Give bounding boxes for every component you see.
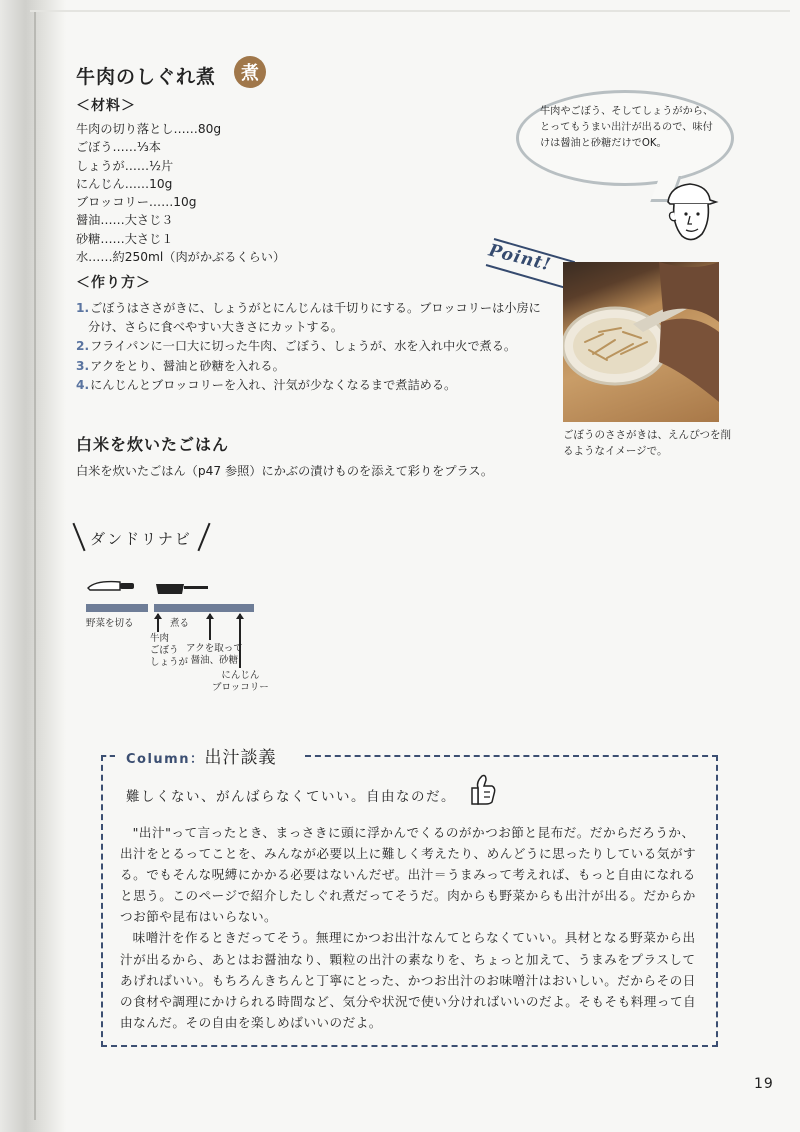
page-number: 19 xyxy=(754,1076,774,1092)
timeline-bar-simmer xyxy=(154,604,254,612)
ingredient-item: 牛肉の切り落とし……80g xyxy=(76,122,222,136)
ingredient-item: 醤油……大さじ３ xyxy=(76,213,174,228)
column-label: Column： xyxy=(126,752,205,767)
column-paragraph: "出汁"って言ったとき、まっさきに頭に浮かんでくるのがかつお節と昆布だ。だからだろうか、出汁をとるってことを、みんなが必要以上に難しく考えたり、めんどうに思ったりしている気がする。でもそんな呪縛にかかる必要はないんだぜ。出汁＝うまみって考えれば、もっと自由になれると思う。このページで紹介したしぐれ煮だってそうだ。肉からも野菜からも出汁が出る。だからかつお節や昆布はいらない。 xyxy=(120,825,697,925)
column-border-top-right xyxy=(305,755,718,757)
timeline-label-cut: 野菜を切る xyxy=(86,618,134,629)
step-text: ごぼうはささがきに、しょうがとにんじんは千切りにする。ブロッコリーは小房に分け、さらに食べやすい大きさにカットする。 xyxy=(88,301,541,335)
navi-title: ダンドリナビ xyxy=(90,530,192,548)
navi-slash-left xyxy=(72,523,85,552)
steps-list xyxy=(76,299,546,395)
step-number: 3. xyxy=(76,358,90,373)
page-top-edge xyxy=(30,10,790,12)
step-text: アクをとり、醤油と砂糖を入れる。 xyxy=(90,358,285,373)
column-title: 出汁談義 xyxy=(204,748,277,768)
navi-slash-right xyxy=(197,523,210,552)
rice-title: 白米を炊いたごはん xyxy=(76,435,230,454)
ingredient-item: しょうが……½片 xyxy=(76,158,174,173)
step-item xyxy=(76,376,546,395)
frying-pan-icon xyxy=(154,578,210,596)
step-number: 4. xyxy=(76,377,90,392)
column-body xyxy=(120,822,698,1033)
ingredient-item: 砂糖……大さじ１ xyxy=(76,231,174,246)
step-item xyxy=(76,299,546,337)
thumbs-up-icon xyxy=(470,772,498,806)
timeline-arrow-2 xyxy=(209,614,211,640)
step-item xyxy=(76,337,546,356)
ingredient-item: 水……約250ml（肉がかぶるくらい） xyxy=(76,250,286,265)
column-heading xyxy=(126,743,276,768)
speech-bubble-text: 牛肉やごぼう、そしてしょうがから、とってもうまい出汁が出るので、味付けは醤油と砂糖だけでOK。 xyxy=(540,106,714,149)
timeline-event-3: にんじん ブロッコリー xyxy=(212,670,269,693)
ingredients-list xyxy=(76,120,285,266)
step-number: 2. xyxy=(76,339,90,354)
step-text: にんじんとブロッコリーを入れ、汁気が少なくなるまで煮詰める。 xyxy=(90,377,457,392)
recipe-title: 牛肉のしぐれ煮 xyxy=(76,66,217,88)
ingredients-heading: ＜材料＞ xyxy=(76,98,136,114)
rice-text: 白米を炊いたごはん（p47 参照）にかぶの漬けものを添えて彩りをプラス。 xyxy=(76,464,494,478)
chef-illustration-icon xyxy=(660,178,720,248)
column-border-top-left xyxy=(101,755,115,757)
method-badge: 煮 xyxy=(234,56,266,88)
step-text: フライパンに一口大に切った牛肉、ごぼう、しょうが、水を入れ中火で煮る。 xyxy=(90,339,517,354)
timeline-event-2: アクを取って 醤油、砂糖 xyxy=(186,643,243,666)
column-paragraph: 味噌汁を作るときだってそう。無理にかつお出汁なんてとらなくていい。具材となる野菜から出汁が出るから、あとはお醤油なり、顆粒の出汁の素なりを、ちょっと加えて、うまみをプラスしてあげればいい。もちろんきちんと丁寧にとった、かつお出汁のお味噌汁はおいしい。だからその日の食材や調理にかけられる時間など、気分や状況で使い分ければいいのだよ。そもそも料理って自由なんだ。その自由を楽しめばいいのだよ。 xyxy=(120,930,697,1030)
timeline-event-1: 牛肉 ごぼう しょうが xyxy=(150,633,189,668)
gobo-shaving-photo xyxy=(563,262,719,422)
step-number: 1. xyxy=(76,301,90,315)
step-item xyxy=(76,357,546,376)
photo-caption: ごぼうのささがきは、えんぴつを削るようなイメージで。 xyxy=(563,429,731,457)
ingredient-item: ブロッコリー……10g xyxy=(76,195,197,210)
timeline-arrow-1 xyxy=(157,614,159,632)
timeline-bar-cut xyxy=(86,604,148,612)
ingredient-item: ごぼう……⅓本 xyxy=(76,140,161,155)
timeline-label-simmer: 煮る xyxy=(170,618,190,629)
steps-heading: ＜作り方＞ xyxy=(76,275,151,291)
knife-icon xyxy=(86,578,136,594)
column-lead: 難しくない、がんばらなくていい。自由なのだ。 xyxy=(126,789,456,805)
page-spine xyxy=(0,0,66,1132)
point-text: Point! xyxy=(486,240,554,276)
ingredient-item: にんじん……10g xyxy=(76,176,173,191)
